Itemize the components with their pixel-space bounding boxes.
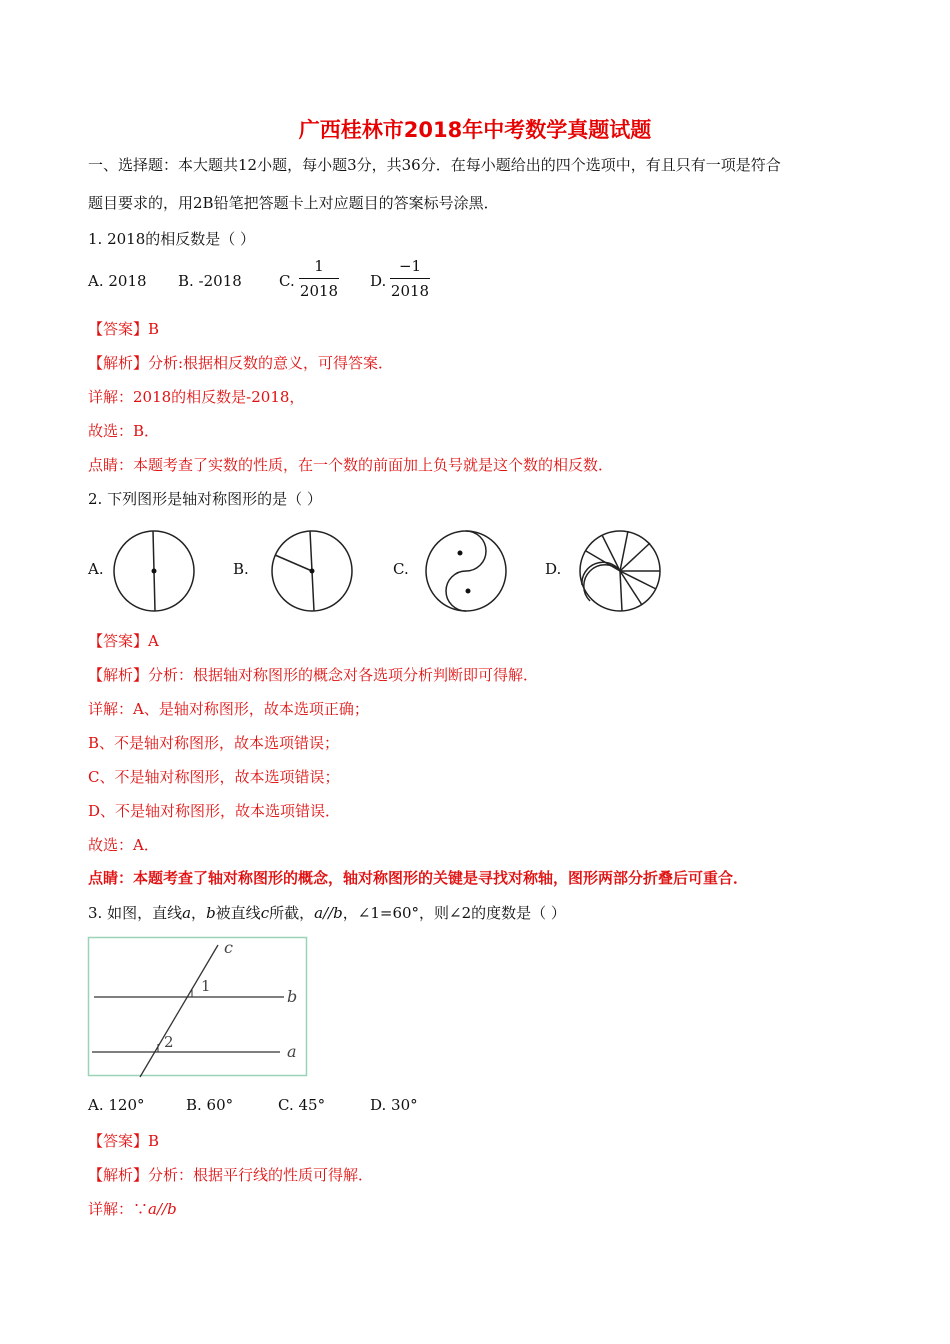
q2-figure-a bbox=[112, 529, 196, 613]
q1-option-c-label: C. bbox=[279, 272, 295, 290]
q1-answer: 【答案】B bbox=[88, 320, 160, 338]
q2-figure-c bbox=[424, 529, 508, 613]
q3-var-b: b bbox=[206, 904, 216, 922]
q3-par-b: b bbox=[333, 904, 343, 922]
q3-figure-label-c: c bbox=[224, 938, 233, 957]
q2-label-c: C. bbox=[393, 560, 409, 578]
q3-var-c: c bbox=[260, 904, 270, 922]
q3-figure bbox=[88, 937, 308, 1077]
q1-option-d-label: D. bbox=[370, 272, 387, 290]
q1-option-a: A. 2018 bbox=[88, 272, 147, 290]
q2-line-b: B、不是轴对称图形，故本选项错误； bbox=[88, 734, 340, 752]
q2-label-b: B. bbox=[233, 560, 249, 578]
q3-figure-label-b: b bbox=[287, 987, 298, 1006]
q2-figure-b bbox=[270, 529, 354, 613]
q2-answer: 【答案】A bbox=[88, 632, 159, 650]
q3-detail-b: b bbox=[167, 1200, 177, 1218]
q1-option-c-fraction bbox=[299, 257, 339, 300]
q3-par-a: a bbox=[314, 904, 324, 922]
page-title: 广西桂林市2018年中考数学真题试题 bbox=[298, 118, 652, 142]
q1-detail: 详解：2018的相反数是-2018， bbox=[88, 388, 305, 406]
q3-var-a: a bbox=[182, 904, 192, 922]
q2-line-c: C、不是轴对称图形，故本选项错误； bbox=[88, 768, 340, 786]
q2-line-d: D、不是轴对称图形，故本选项错误． bbox=[88, 802, 341, 820]
q3-figure-label-a: a bbox=[287, 1042, 297, 1061]
q3-question-mid2: 所截， bbox=[269, 904, 315, 922]
q1-analysis: 【解析】分析:根据相反数的意义，可得答案． bbox=[88, 354, 394, 372]
q2-comment: 点睛：本题考查了轴对称图形的概念，轴对称图形的关键是寻找对称轴，图形两部分折叠后可重合． bbox=[88, 869, 749, 887]
q2-label-a: A. bbox=[88, 560, 104, 578]
q3-option-b: B. 60° bbox=[186, 1096, 234, 1114]
q3-option-c: C. 45° bbox=[278, 1096, 326, 1114]
q3-detail-parallel: // bbox=[156, 1200, 168, 1218]
q3-detail bbox=[88, 1198, 177, 1219]
q3-analysis: 【解析】分析：根据平行线的性质可得解． bbox=[88, 1166, 374, 1184]
q1-question: 1. 2018的相反数是（ ） bbox=[88, 230, 256, 248]
q3-detail-prefix: 详解：∵ bbox=[88, 1200, 149, 1218]
section-intro-line-1: 一、选择题：本大题共12小题，每小题3分，共36分．在每小题给出的四个选项中，有且只有一项是符合 bbox=[88, 156, 781, 174]
q2-figure-d bbox=[578, 529, 662, 613]
q2-question: 2. 下列图形是轴对称图形的是（ ） bbox=[88, 490, 322, 508]
q2-analysis: 【解析】分析：根据轴对称图形的概念对各选项分析判断即可得解． bbox=[88, 666, 539, 684]
q3-question-prefix: 3. 如图，直线 bbox=[88, 904, 183, 922]
q1-comment: 点睛：本题考查了实数的性质，在一个数的前面加上负号就是这个数的相反数． bbox=[88, 456, 614, 474]
q2-label-d: D. bbox=[545, 560, 562, 578]
q3-question-mid: 被直线 bbox=[215, 904, 261, 922]
q2-choose: 故选：A． bbox=[88, 836, 159, 854]
q3-parallel-sign: // bbox=[323, 904, 334, 922]
q1-choose: 故选：B． bbox=[88, 422, 160, 440]
q1-option-c-numerator: 1 bbox=[299, 257, 339, 279]
q1-option-b: B. -2018 bbox=[178, 272, 242, 290]
q1-option-d-numerator: −1 bbox=[390, 257, 430, 279]
q2-detail: 详解：A、是轴对称图形，故本选项正确； bbox=[88, 700, 369, 718]
q3-question-rest: ，∠1=60°，则∠2的度数是（ ） bbox=[342, 904, 566, 922]
q3-question bbox=[88, 902, 566, 923]
q3-detail-a: a bbox=[148, 1200, 157, 1218]
q1-option-d-fraction bbox=[390, 257, 430, 300]
q1-option-c-denominator: 2018 bbox=[299, 282, 339, 300]
q3-option-a: A. 120° bbox=[88, 1096, 145, 1114]
q3-figure-label-1: 1 bbox=[201, 977, 211, 995]
q3-sep: ， bbox=[191, 904, 207, 922]
q3-figure-label-2: 2 bbox=[164, 1033, 174, 1051]
q3-option-d: D. 30° bbox=[370, 1096, 418, 1114]
q1-option-d-denominator: 2018 bbox=[390, 282, 430, 300]
q3-answer: 【答案】B bbox=[88, 1132, 160, 1150]
section-intro-line-2: 题目要求的，用2B铅笔把答题卡上对应题目的答案标号涂黑． bbox=[88, 194, 499, 212]
